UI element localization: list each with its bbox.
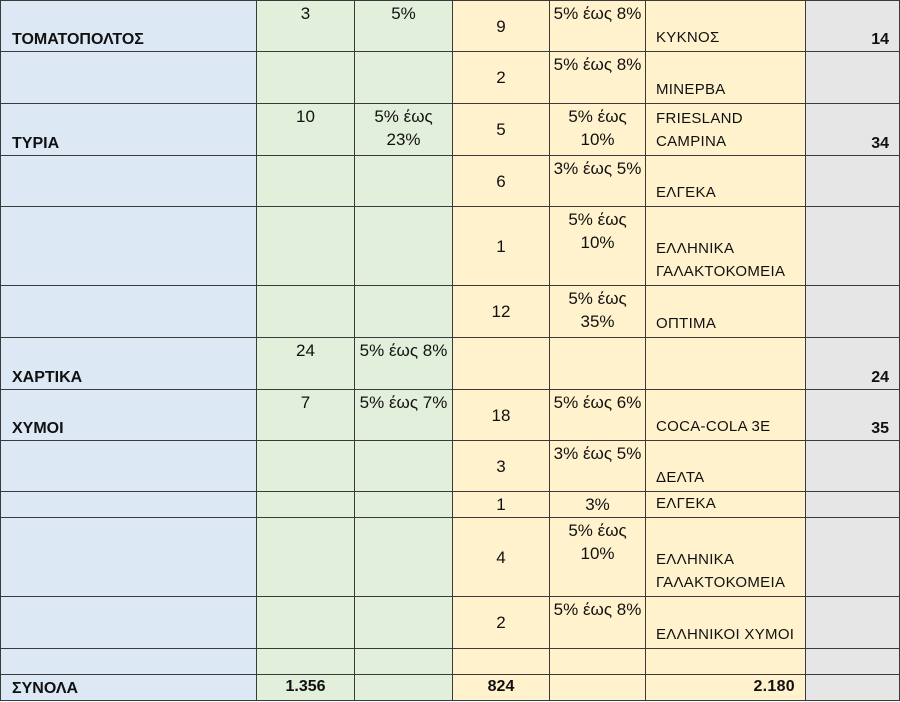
sub-count-cell: 9 [453, 1, 550, 52]
table-row [1, 518, 900, 597]
range-cell: 5% έως 23% [355, 104, 453, 156]
category-cell [1, 518, 257, 597]
sub-range-cell: 5% έως 8% [550, 597, 646, 649]
sub-count-cell: 6 [453, 156, 550, 207]
company-cell: ΜΙΝΕΡΒΑ [646, 52, 806, 104]
sub-range-cell [550, 338, 646, 390]
count-cell: 24 [257, 338, 355, 390]
sub-range-cell: 5% έως 8% [550, 1, 646, 52]
count-cell: 3 [257, 1, 355, 52]
sub-range-cell: 5% έως 6% [550, 390, 646, 441]
count-cell [257, 286, 355, 338]
count-cell [257, 518, 355, 597]
count-cell [257, 649, 355, 675]
totals-empty [550, 675, 646, 701]
total-cell [806, 492, 900, 518]
sub-range-cell: 5% έως 35% [550, 286, 646, 338]
range-cell [355, 156, 453, 207]
sub-count-cell: 18 [453, 390, 550, 441]
sub-range-cell: 3% έως 5% [550, 441, 646, 492]
company-cell: ΟΠΤΙΜΑ [646, 286, 806, 338]
total-cell [806, 649, 900, 675]
total-cell [806, 597, 900, 649]
sub-count-cell: 1 [453, 207, 550, 286]
table-row [1, 441, 900, 492]
company-cell: ΔΕΛΤΑ [646, 441, 806, 492]
category-cell [1, 649, 257, 675]
table-row [1, 104, 900, 156]
total-cell [806, 286, 900, 338]
category-cell [1, 156, 257, 207]
totals-count: 1.356 [257, 675, 355, 701]
category-cell [1, 52, 257, 104]
sub-count-cell: 5 [453, 104, 550, 156]
sub-count-cell: 2 [453, 597, 550, 649]
range-cell [355, 597, 453, 649]
company-cell: ΚΥΚΝΟΣ [646, 1, 806, 52]
total-cell: 35 [806, 390, 900, 441]
range-cell: 5% [355, 1, 453, 52]
count-cell [257, 207, 355, 286]
sub-count-cell: 4 [453, 518, 550, 597]
count-cell [257, 441, 355, 492]
total-cell [806, 207, 900, 286]
totals-empty [355, 675, 453, 701]
range-cell [355, 207, 453, 286]
table-row [1, 338, 900, 390]
category-cell [1, 286, 257, 338]
range-cell: 5% έως 8% [355, 338, 453, 390]
total-cell: 34 [806, 104, 900, 156]
sub-range-cell: 5% έως 10% [550, 518, 646, 597]
category-cell [1, 207, 257, 286]
company-cell: ΕΛΓΕΚΑ [646, 156, 806, 207]
totals-label: ΣΥΝΟΛΑ [1, 675, 257, 701]
category-cell [1, 492, 257, 518]
range-cell: 5% έως 7% [355, 390, 453, 441]
company-cell: ΕΛΛΗΝΙΚΟΙ ΧΥΜΟΙ [646, 597, 806, 649]
category-cell [1, 597, 257, 649]
total-cell [806, 518, 900, 597]
sub-count-cell [453, 338, 550, 390]
range-cell [355, 52, 453, 104]
range-cell [355, 492, 453, 518]
category-cell: ΧΥΜΟΙ [1, 390, 257, 441]
count-cell [257, 52, 355, 104]
company-cell: ΕΛΛΗΝΙΚΑ ΓΑΛΑΚΤΟΚΟΜΕΙΑ [646, 518, 806, 597]
company-cell: ΕΛΛΗΝΙΚΑ ΓΑΛΑΚΤΟΚΟΜΕΙΑ [646, 207, 806, 286]
count-cell [257, 156, 355, 207]
range-cell [355, 286, 453, 338]
company-cell: FRIESLAND CAMPINA [646, 104, 806, 156]
category-cell [1, 441, 257, 492]
range-cell [355, 518, 453, 597]
totals-row [1, 675, 900, 701]
total-cell: 14 [806, 1, 900, 52]
count-cell [257, 597, 355, 649]
table-row [1, 649, 900, 675]
totals-company-total: 2.180 [646, 675, 806, 701]
count-cell: 10 [257, 104, 355, 156]
sub-count-cell: 2 [453, 52, 550, 104]
company-cell: COCA-COLA 3E [646, 390, 806, 441]
range-cell [355, 649, 453, 675]
category-cell: ΧΑΡΤΙΚΑ [1, 338, 257, 390]
company-cell [646, 649, 806, 675]
table-row [1, 390, 900, 441]
sub-count-cell: 3 [453, 441, 550, 492]
range-cell [355, 441, 453, 492]
sub-count-cell: 1 [453, 492, 550, 518]
count-cell: 7 [257, 390, 355, 441]
count-cell [257, 492, 355, 518]
table-row [1, 52, 900, 104]
total-cell [806, 156, 900, 207]
table-row [1, 492, 900, 518]
totals-empty [806, 675, 900, 701]
sub-range-cell: 5% έως 8% [550, 52, 646, 104]
table-row [1, 156, 900, 207]
sub-range-cell: 3% έως 5% [550, 156, 646, 207]
company-cell [646, 338, 806, 390]
sub-count-cell [453, 649, 550, 675]
totals-sub-count: 824 [453, 675, 550, 701]
table-row [1, 207, 900, 286]
table-row [1, 1, 900, 52]
total-cell [806, 441, 900, 492]
total-cell [806, 52, 900, 104]
sub-range-cell: 5% έως 10% [550, 104, 646, 156]
sub-count-cell: 12 [453, 286, 550, 338]
total-cell: 24 [806, 338, 900, 390]
company-cell: ΕΛΓΕΚΑ [646, 492, 806, 518]
category-cell: ΤΟΜΑΤΟΠΟΛΤΟΣ [1, 1, 257, 52]
table-row [1, 597, 900, 649]
sub-range-cell [550, 649, 646, 675]
sub-range-cell: 5% έως 10% [550, 207, 646, 286]
table-row [1, 286, 900, 338]
category-cell: ΤΥΡΙΑ [1, 104, 257, 156]
sub-range-cell: 3% [550, 492, 646, 518]
